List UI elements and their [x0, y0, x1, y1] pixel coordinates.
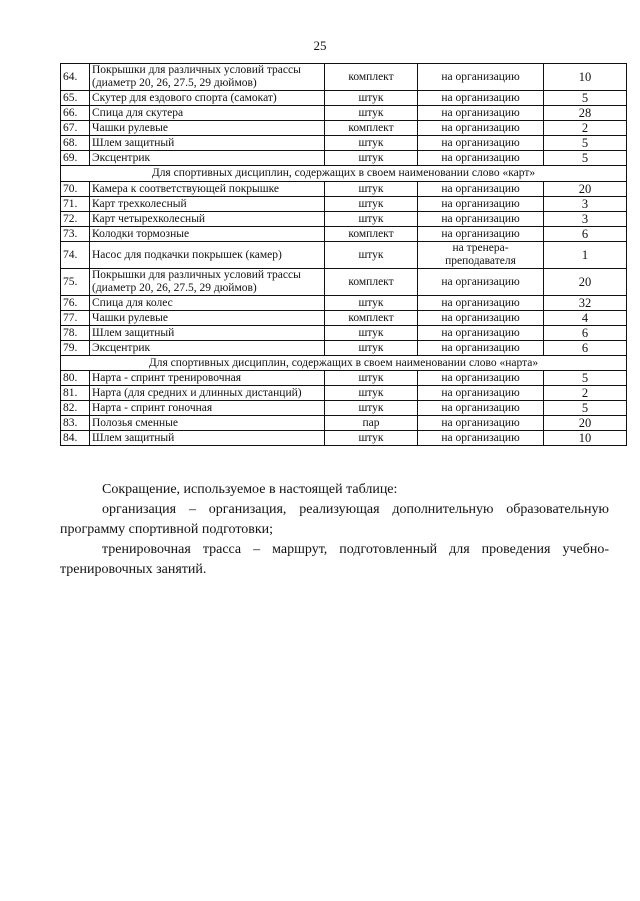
- table-row: [61, 431, 627, 446]
- quantity: 6: [544, 326, 627, 341]
- table-row: [61, 212, 627, 227]
- table-row: [61, 401, 627, 416]
- row-number: 82.: [61, 401, 90, 416]
- item-name: Скутер для ездового спорта (самокат): [90, 91, 325, 106]
- item-name: Чашки рулевые: [90, 121, 325, 136]
- row-number: 79.: [61, 341, 90, 356]
- allocation-basis: на организацию: [418, 341, 544, 356]
- section-title: Для спортивных дисциплин, содержащих в своем наименовании слово «карт»: [61, 166, 627, 182]
- allocation-basis: на организацию: [418, 212, 544, 227]
- unit-of-measure: комплект: [325, 311, 418, 326]
- abbreviation-organization: организация – организация, реализующая дополнительную образовательную программу спортивной подготовки;: [60, 502, 609, 537]
- unit-of-measure: штук: [325, 136, 418, 151]
- item-name: Спица для скутера: [90, 106, 325, 121]
- quantity: 2: [544, 121, 627, 136]
- item-name: Шлем защитный: [90, 431, 325, 446]
- unit-of-measure: штук: [325, 341, 418, 356]
- row-number: 72.: [61, 212, 90, 227]
- row-number: 68.: [61, 136, 90, 151]
- row-number: 66.: [61, 106, 90, 121]
- item-name: Полозья сменные: [90, 416, 325, 431]
- allocation-basis: на организацию: [418, 416, 544, 431]
- allocation-basis: на организацию: [418, 296, 544, 311]
- row-number: 84.: [61, 431, 90, 446]
- quantity: 20: [544, 269, 627, 296]
- quantity: 2: [544, 386, 627, 401]
- table-row: [61, 326, 627, 341]
- row-number: 80.: [61, 371, 90, 386]
- row-number: 75.: [61, 269, 90, 296]
- table-row: [61, 227, 627, 242]
- table-row: [61, 136, 627, 151]
- quantity: 28: [544, 106, 627, 121]
- table-row: [61, 64, 627, 91]
- notes-section: [60, 480, 609, 580]
- row-number: 77.: [61, 311, 90, 326]
- allocation-basis: на организацию: [418, 64, 544, 91]
- item-name: Шлем защитный: [90, 136, 325, 151]
- item-name: Шлем защитный: [90, 326, 325, 341]
- quantity: 5: [544, 401, 627, 416]
- table-row: [61, 269, 627, 296]
- item-name: Камера к соответствующей покрышке: [90, 182, 325, 197]
- row-number: 83.: [61, 416, 90, 431]
- item-name: Карт четырехколесный: [90, 212, 325, 227]
- abbreviation-training-track: тренировочная трасса – маршрут, подготовленный для проведения учебно-тренировочных занятий.: [60, 542, 609, 577]
- quantity: 1: [544, 242, 627, 269]
- page-number: 25: [313, 38, 327, 53]
- section-header-row: [61, 166, 627, 182]
- quantity: 3: [544, 212, 627, 227]
- item-name: Нарта - спринт гоночная: [90, 401, 325, 416]
- table-row: [61, 296, 627, 311]
- unit-of-measure: штук: [325, 431, 418, 446]
- allocation-basis: на организацию: [418, 401, 544, 416]
- item-name: Эксцентрик: [90, 151, 325, 166]
- item-name: Покрышки для различных условий трассы (диаметр 20, 26, 27.5, 29 дюймов): [90, 269, 325, 296]
- unit-of-measure: штук: [325, 106, 418, 121]
- table-row: [61, 121, 627, 136]
- allocation-basis: на организацию: [418, 371, 544, 386]
- table-row: [61, 311, 627, 326]
- equipment-table-body: [61, 64, 627, 446]
- equipment-table: [60, 63, 627, 446]
- section-title: Для спортивных дисциплин, содержащих в своем наименовании слово «нарта»: [61, 356, 627, 371]
- allocation-basis: на организацию: [418, 106, 544, 121]
- unit-of-measure: комплект: [325, 64, 418, 91]
- quantity: 20: [544, 182, 627, 197]
- quantity: 4: [544, 311, 627, 326]
- item-name: Нарта - спринт тренировочная: [90, 371, 325, 386]
- allocation-basis: на организацию: [418, 326, 544, 341]
- row-number: 70.: [61, 182, 90, 197]
- table-row: [61, 106, 627, 121]
- allocation-basis: на организацию: [418, 197, 544, 212]
- item-name: Карт трехколесный: [90, 197, 325, 212]
- allocation-basis: на тренера-преподавателя: [418, 242, 544, 269]
- quantity: 3: [544, 197, 627, 212]
- item-name: Чашки рулевые: [90, 311, 325, 326]
- quantity: 5: [544, 371, 627, 386]
- item-name: Эксцентрик: [90, 341, 325, 356]
- row-number: 73.: [61, 227, 90, 242]
- allocation-basis: на организацию: [418, 269, 544, 296]
- section-header-row: [61, 356, 627, 371]
- unit-of-measure: штук: [325, 371, 418, 386]
- quantity: 5: [544, 91, 627, 106]
- table-row: [61, 91, 627, 106]
- unit-of-measure: штук: [325, 401, 418, 416]
- unit-of-measure: комплект: [325, 227, 418, 242]
- unit-of-measure: штук: [325, 326, 418, 341]
- unit-of-measure: штук: [325, 182, 418, 197]
- item-name: Насос для подкачки покрышек (камер): [90, 242, 325, 269]
- quantity: 5: [544, 151, 627, 166]
- row-number: 69.: [61, 151, 90, 166]
- table-row: [61, 151, 627, 166]
- unit-of-measure: штук: [325, 296, 418, 311]
- item-name: Колодки тормозные: [90, 227, 325, 242]
- unit-of-measure: комплект: [325, 269, 418, 296]
- unit-of-measure: штук: [325, 151, 418, 166]
- row-number: 78.: [61, 326, 90, 341]
- row-number: 64.: [61, 64, 90, 91]
- table-row: [61, 197, 627, 212]
- row-number: 71.: [61, 197, 90, 212]
- table-row: [61, 371, 627, 386]
- table-row: [61, 416, 627, 431]
- unit-of-measure: штук: [325, 242, 418, 269]
- quantity: 5: [544, 136, 627, 151]
- allocation-basis: на организацию: [418, 311, 544, 326]
- abbreviations-intro: Сокращение, используемое в настоящей таблице:: [102, 482, 398, 497]
- allocation-basis: на организацию: [418, 182, 544, 197]
- allocation-basis: на организацию: [418, 151, 544, 166]
- quantity: 10: [544, 431, 627, 446]
- allocation-basis: на организацию: [418, 91, 544, 106]
- row-number: 67.: [61, 121, 90, 136]
- unit-of-measure: штук: [325, 212, 418, 227]
- unit-of-measure: комплект: [325, 121, 418, 136]
- item-name: Нарта (для средних и длинных дистанций): [90, 386, 325, 401]
- row-number: 74.: [61, 242, 90, 269]
- table-row: [61, 386, 627, 401]
- row-number: 81.: [61, 386, 90, 401]
- allocation-basis: на организацию: [418, 431, 544, 446]
- quantity: 20: [544, 416, 627, 431]
- allocation-basis: на организацию: [418, 227, 544, 242]
- row-number: 76.: [61, 296, 90, 311]
- allocation-basis: на организацию: [418, 386, 544, 401]
- unit-of-measure: штук: [325, 197, 418, 212]
- item-name: Покрышки для различных условий трассы (диаметр 20, 26, 27.5, 29 дюймов): [90, 64, 325, 91]
- table-row: [61, 182, 627, 197]
- unit-of-measure: штук: [325, 91, 418, 106]
- table-row: [61, 242, 627, 269]
- unit-of-measure: пар: [325, 416, 418, 431]
- unit-of-measure: штук: [325, 386, 418, 401]
- row-number: 65.: [61, 91, 90, 106]
- quantity: 10: [544, 64, 627, 91]
- item-name: Спица для колес: [90, 296, 325, 311]
- quantity: 6: [544, 341, 627, 356]
- table-row: [61, 341, 627, 356]
- allocation-basis: на организацию: [418, 136, 544, 151]
- quantity: 6: [544, 227, 627, 242]
- allocation-basis: на организацию: [418, 121, 544, 136]
- quantity: 32: [544, 296, 627, 311]
